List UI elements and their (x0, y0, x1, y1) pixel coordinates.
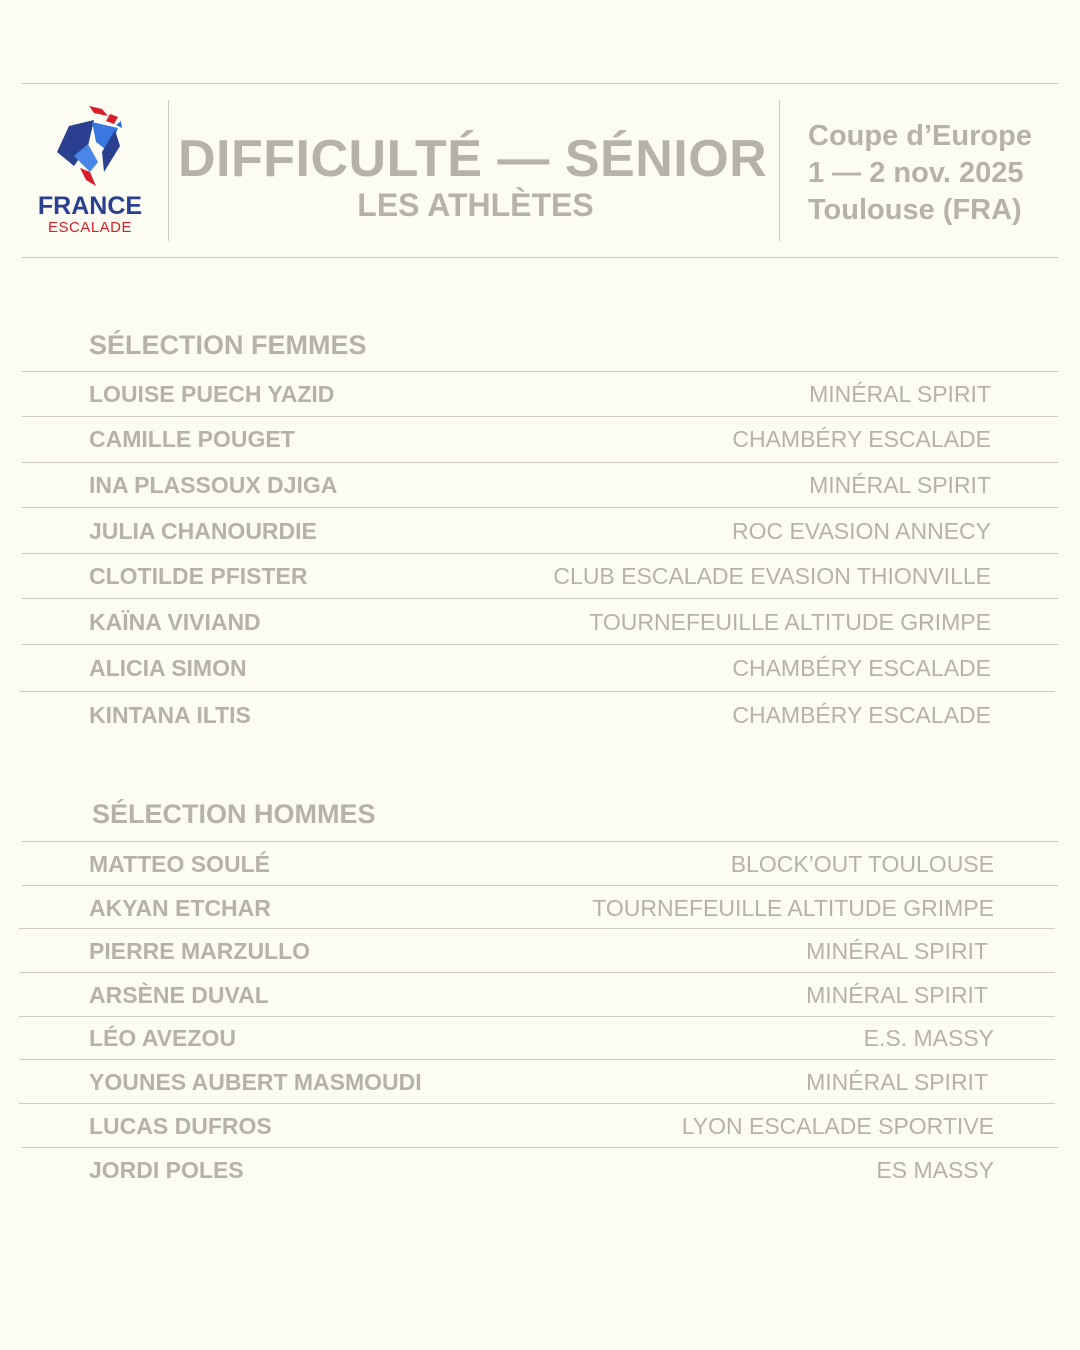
athlete-name: CAMILLE POUGET (89, 426, 295, 452)
athlete-name: LÉO AVEZOU (89, 1025, 236, 1051)
athlete-name: PIERRE MARZULLO (89, 938, 311, 964)
logo-wordmark-escalade: ESCALADE (47, 219, 133, 236)
row-divider (19, 1103, 1055, 1104)
athlete-name: AKYAN ETCHAR (89, 895, 271, 921)
athlete-club: MINÉRAL SPIRIT (806, 1069, 988, 1095)
women-header-rule (22, 371, 1058, 372)
row-divider (22, 416, 1058, 417)
athlete-club: MINÉRAL SPIRIT (806, 982, 988, 1008)
row-divider (22, 598, 1058, 599)
athlete-name: INA PLASSOUX DJIGA (89, 472, 338, 498)
header-bottom-rule (22, 257, 1058, 258)
row-divider (19, 691, 1055, 692)
row-divider (22, 507, 1058, 508)
row-divider (19, 1016, 1055, 1017)
page-subtitle: LES ATHLÈTES (357, 187, 594, 223)
athlete-club: MINÉRAL SPIRIT (806, 938, 988, 964)
event-location: Toulouse (FRA) (808, 194, 1022, 226)
athlete-name: LOUISE PUECH YAZID (89, 381, 335, 407)
event-competition: Coupe d’Europe (808, 120, 1032, 152)
athlete-club: TOURNEFEUILLE ALTITUDE GRIMPE (592, 895, 994, 921)
row-divider (22, 885, 1058, 886)
athlete-name: MATTEO SOULÉ (89, 851, 271, 877)
athlete-name: CLOTILDE PFISTER (89, 563, 308, 589)
athlete-name: KINTANA ILTIS (89, 702, 251, 728)
athlete-club: MINÉRAL SPIRIT (809, 381, 991, 407)
athlete-club: MINÉRAL SPIRIT (809, 472, 991, 498)
header-divider-right (779, 100, 780, 241)
header-divider-left (168, 100, 169, 241)
row-divider (19, 1059, 1055, 1060)
logo-wordmark-france: FRANCE (37, 192, 143, 220)
athlete-name: KAÏNA VIVIAND (89, 609, 261, 635)
france-escalade-logo (30, 100, 150, 240)
row-divider (19, 972, 1055, 973)
row-divider (22, 462, 1058, 463)
athlete-club: CHAMBÉRY ESCALADE (732, 426, 991, 452)
athlete-name: LUCAS DUFROS (89, 1113, 272, 1139)
men-header-rule (22, 841, 1058, 842)
rooster-icon (30, 100, 150, 192)
athlete-club: E.S. MASSY (863, 1025, 994, 1051)
athlete-name: JORDI POLES (89, 1157, 244, 1183)
men-section-title: SÉLECTION HOMMES (92, 799, 376, 829)
athlete-club: ROC EVASION ANNECY (731, 518, 991, 544)
event-dates: 1 — 2 nov. 2025 (808, 157, 1024, 189)
athlete-name: YOUNES AUBERT MASMOUDI (89, 1069, 422, 1095)
row-divider (22, 644, 1058, 645)
athlete-club: CHAMBÉRY ESCALADE (732, 655, 991, 681)
page-title: DIFFICULTÉ — SÉNIOR (178, 130, 768, 188)
row-divider (22, 1147, 1058, 1148)
athlete-name: ALICIA SIMON (89, 655, 247, 681)
athlete-name: JULIA CHANOURDIE (89, 518, 317, 544)
athlete-club: CHAMBÉRY ESCALADE (732, 702, 991, 728)
athlete-club: BLOCK’OUT TOULOUSE (730, 851, 994, 877)
row-divider (22, 553, 1058, 554)
athlete-club: CLUB ESCALADE EVASION THIONVILLE (553, 563, 991, 589)
women-section-title: SÉLECTION FEMMES (89, 330, 367, 360)
header-top-rule (22, 83, 1058, 84)
athlete-club: ES MASSY (876, 1157, 994, 1183)
row-divider (19, 928, 1055, 929)
athlete-club: LYON ESCALADE SPORTIVE (681, 1113, 994, 1139)
athlete-club: TOURNEFEUILLE ALTITUDE GRIMPE (589, 609, 991, 635)
athlete-name: ARSÈNE DUVAL (89, 982, 269, 1008)
